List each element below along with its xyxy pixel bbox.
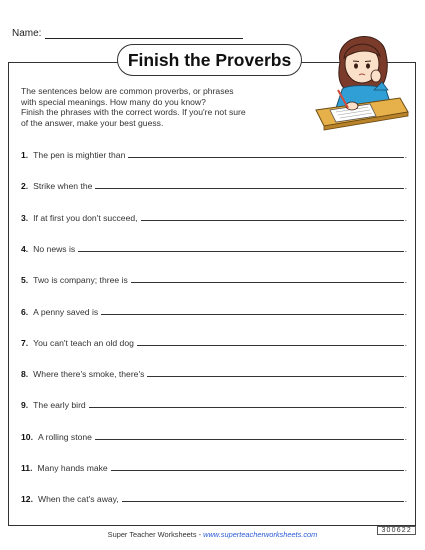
question-text: The early bird (33, 400, 86, 411)
answer-blank[interactable] (111, 469, 404, 471)
answer-period: . (404, 400, 407, 411)
question-number-dot: . (30, 494, 33, 505)
answer-period: . (404, 369, 407, 380)
question-item (21, 337, 407, 348)
answer-period: . (404, 181, 407, 192)
answer-period: . (404, 243, 407, 254)
name-label: Name: (12, 28, 42, 39)
answer-period: . (404, 463, 407, 473)
answer-blank[interactable] (101, 313, 403, 315)
instruction-line: The sentences below are common proverbs, or phrases (21, 86, 234, 96)
question-number: 11 (21, 463, 31, 473)
instructions (21, 86, 311, 128)
question-number: 8 (21, 369, 26, 380)
question-number-dot: . (25, 243, 29, 254)
footer-separator: - (196, 530, 204, 539)
question-number-dot: . (25, 212, 29, 223)
answer-blank[interactable] (89, 406, 404, 408)
name-input-line[interactable] (45, 28, 243, 39)
question-number-dot: . (30, 463, 33, 473)
question-item (21, 243, 407, 254)
question-number: 5 (21, 275, 26, 286)
question-number: 2 (21, 181, 26, 192)
footer (0, 530, 425, 539)
question-text: Many hands make (37, 463, 108, 473)
question-text: Two is company; three is (33, 275, 128, 286)
instruction-line: Finish the phrases with the correct words. If you're not sure (21, 107, 246, 118)
question-item (21, 274, 407, 285)
worksheet-title (117, 44, 302, 76)
question-text: No news is (33, 243, 76, 254)
answer-blank[interactable] (95, 187, 403, 189)
question-number: 1 (21, 150, 26, 160)
question-number-dot: . (25, 337, 29, 348)
question-number-dot: . (25, 400, 29, 411)
question-number: 12 (21, 494, 31, 505)
question-item (21, 399, 407, 410)
question-number-dot: . (25, 181, 29, 192)
question-number: 10 (21, 431, 31, 442)
question-item (21, 493, 407, 504)
question-text: Where there's smoke, there's (33, 369, 145, 380)
answer-period: . (404, 337, 407, 348)
question-item (21, 180, 407, 191)
question-text: Strike when the (33, 181, 93, 192)
name-field-row (12, 28, 243, 39)
question-text: When the cat's away, (37, 494, 119, 505)
answer-blank[interactable] (128, 156, 403, 158)
girl-writing-at-desk-icon (312, 24, 412, 134)
answer-period: . (404, 275, 407, 286)
answer-blank[interactable] (147, 375, 403, 377)
answer-blank[interactable] (122, 500, 404, 502)
question-number: 4 (21, 243, 26, 254)
answer-period: . (404, 431, 407, 442)
question-number: 7 (21, 337, 26, 348)
answer-blank[interactable] (95, 438, 404, 440)
answer-blank[interactable] (131, 281, 404, 283)
question-item (21, 149, 407, 160)
question-text: You can't teach an old dog (33, 337, 134, 348)
question-text: If at first you don't succeed, (33, 212, 138, 223)
answer-blank[interactable] (137, 344, 404, 346)
question-number: 3 (21, 212, 26, 223)
question-number: 9 (21, 400, 26, 411)
question-item (21, 212, 407, 223)
instruction-line: of the answer, make your best guess. (21, 117, 164, 128)
question-number-dot: . (25, 369, 29, 380)
answer-period: . (404, 150, 407, 160)
question-text: The pen is mightier than (33, 150, 126, 160)
question-item (21, 368, 407, 379)
question-item (21, 306, 407, 317)
instruction-line: with special meanings. How many do you know? (21, 96, 206, 107)
answer-period: . (404, 212, 407, 223)
title-text: Finish the Proverbs (127, 49, 292, 70)
question-number-dot: . (30, 431, 33, 442)
answer-period: . (404, 306, 407, 317)
question-number-dot: . (25, 306, 29, 317)
question-number: 6 (21, 306, 26, 317)
question-text: A rolling stone (37, 431, 92, 442)
question-item (21, 431, 407, 442)
footer-brand: Super Teacher Worksheets (107, 530, 197, 539)
question-number-dot: . (25, 150, 29, 160)
question-item (21, 462, 407, 473)
answer-blank[interactable] (78, 250, 403, 252)
question-text: A penny saved is (33, 306, 99, 317)
footer-url[interactable]: www.superteacherworksheets.com (203, 530, 318, 539)
answer-blank[interactable] (141, 219, 404, 221)
worksheet-code: 300622 (377, 526, 416, 535)
question-number-dot: . (25, 275, 29, 286)
answer-period: . (404, 494, 407, 505)
